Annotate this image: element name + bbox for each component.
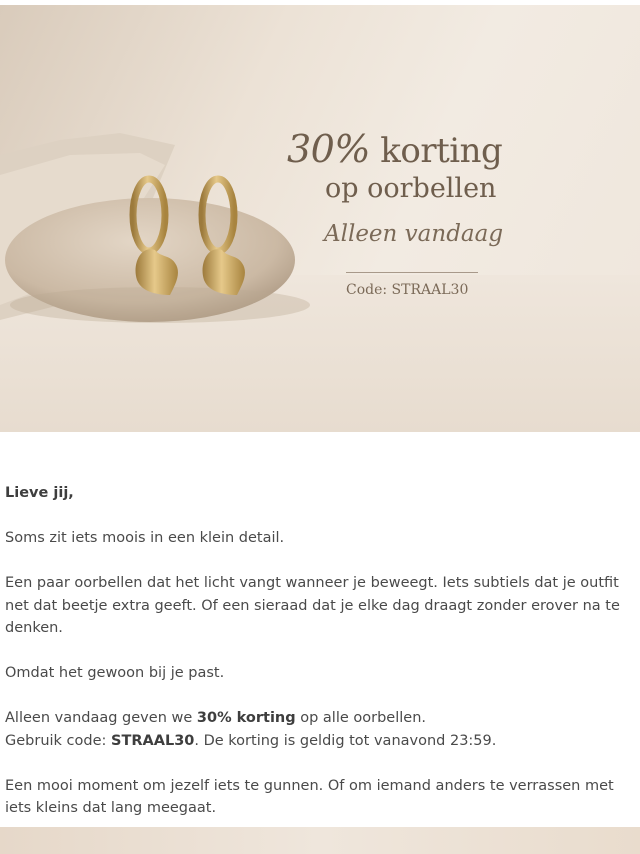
hero-banner[interactable]	[0, 5, 640, 432]
paragraph-discount	[5, 707, 635, 730]
paragraph-moment: Een mooi moment om jezelf iets te gunnen. Of om iemand anders te verrassen met iets kleins dat lang meegaat.	[5, 777, 614, 816]
discount-highlight: 30% korting	[196, 710, 296, 726]
discount-number: 30%	[287, 127, 370, 171]
discount-pre: Alleen vandaag geven we	[5, 710, 197, 726]
email-body	[5, 482, 635, 842]
code-highlight: STRAAL30	[111, 732, 195, 749]
paragraph-fits: Omdat het gewoon bij je past.	[5, 665, 225, 681]
hero-code: Code: STRAAL30	[346, 282, 469, 298]
paragraph-earrings: Een paar oorbellen dat het licht vangt wanneer je beweegt. Iets subtiels dat je outfit net dat beetje extra geeft. Of een sieraad dat je elke dag draagt zonder erover na te denken.	[5, 575, 620, 636]
discount-word: korting	[380, 131, 503, 171]
code-post: . De korting is geldig tot vanavond 23:59.	[194, 732, 497, 749]
greeting: Lieve jij,	[5, 485, 74, 501]
hero-script-text: Alleen vandaag	[324, 221, 504, 247]
discount-post: op alle oorbellen.	[295, 710, 426, 726]
paragraph-code	[5, 730, 635, 753]
code-pre: Gebruik code:	[5, 732, 112, 749]
hero-headline	[287, 127, 502, 171]
hero-subtitle: op oorbellen	[325, 173, 497, 204]
paragraph-detail: Soms zit iets moois in een klein detail.	[5, 530, 285, 546]
hero-divider	[346, 272, 478, 273]
footer-image-strip[interactable]	[0, 827, 640, 854]
